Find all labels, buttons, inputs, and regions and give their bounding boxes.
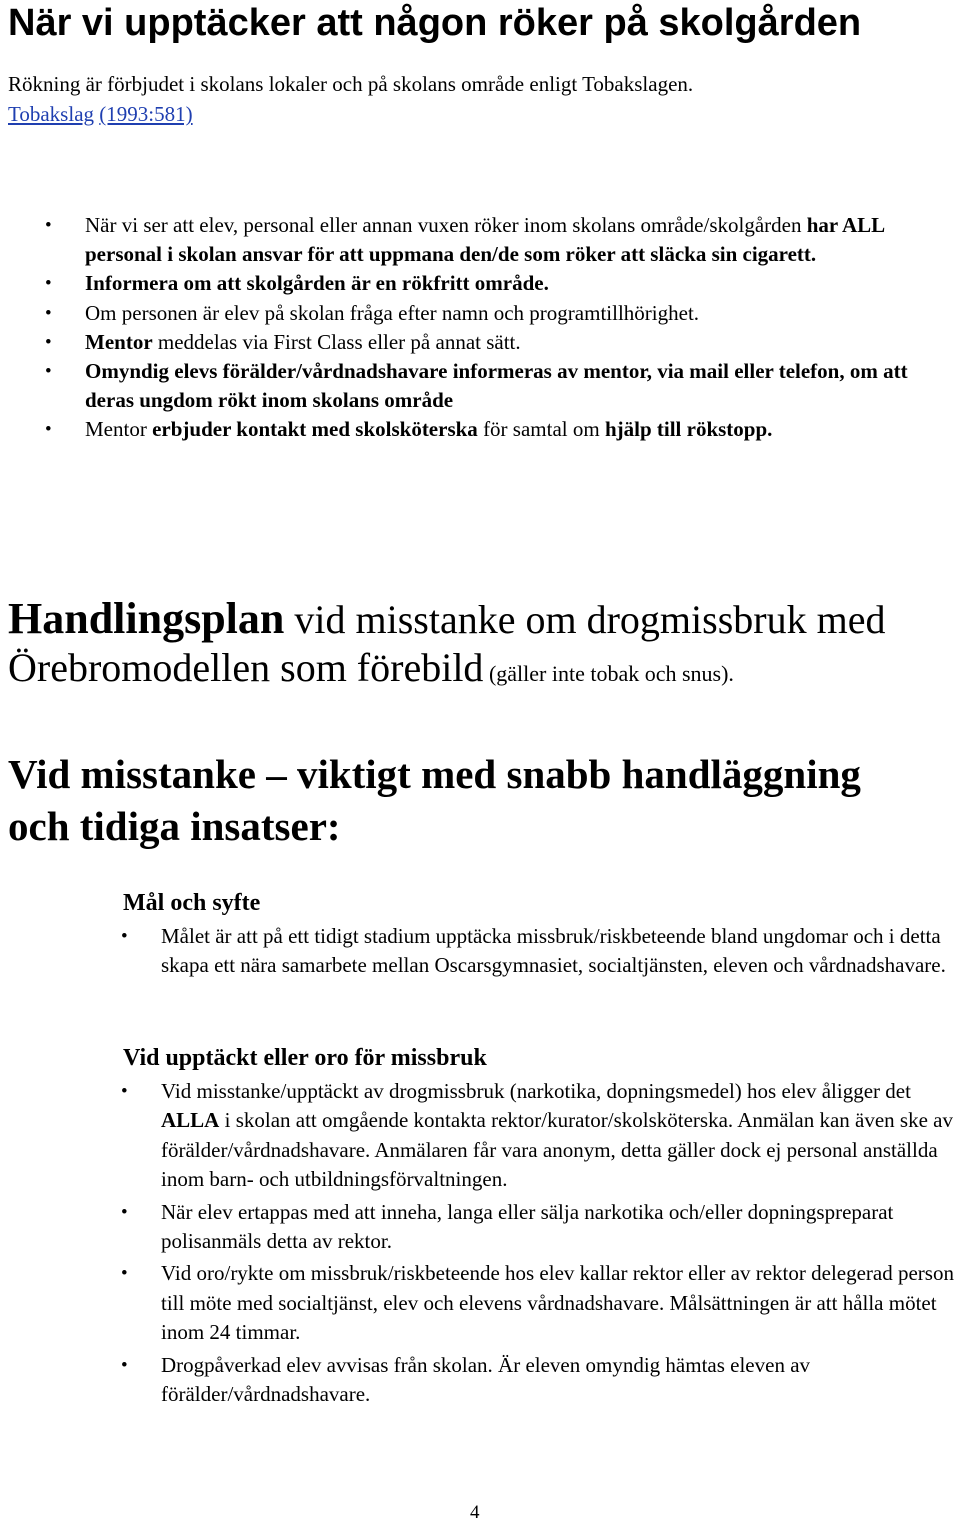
list-item: • Målet är att på ett tidigt stadium upptäcka missbruk/riskbeteende bland ungdomar och i detta skapa ett nära samarbete mellan Oscarsgymnasiet, socialtjänsten, eleven och vårdnadshavare. [84,922,960,981]
list-item: • Drogpåverkad elev avvisas från skolan. Är eleven omyndig hämtas eleven av förälder/vårdnadshavare. [84,1351,960,1410]
section-title-suspicion: Vid misstanke – viktigt med snabb handläggning och tidiga insatser: [8,751,861,849]
list-item: • Mentor erbjuder kontakt med skolsköterska för samtal om hjälp till rökstopp. [8,415,960,444]
section-title-smoking: När vi upptäcker att någon röker på skolgården [8,2,862,44]
list-item: • Omyndig elevs förälder/vårdnadshavare informeras av mentor, via mail eller telefon, om att deras ungdom rökt inom skolans område [8,357,960,415]
action-plan-title-rest: vid misstanke om drogmissbruk med Örebromodellen som förebild [8,597,886,690]
list-item: • När vi ser att elev, personal eller annan vuxen röker inom skolans område/skolgården har ALL personal i skolan ansvar för att uppmana den/de som röker att släcka sin cigarett. [8,211,960,269]
subheading-goal: Mål och syfte [123,890,261,916]
tobakslag-link-suffix[interactable]: (1993:581) [99,102,193,126]
discovery-bullet-list [84,1077,960,1412]
list-item: • Vid misstanke/upptäckt av drogmissbruk (narkotika, dopningsmedel) hos elev åligger det ALLA i skolan att omgående kontakta rektor/kurator/skolsköterska. Anmälan kan även ske av förälder/vårdnadshavare. Anmälaren får vara anonym, detta gäller dock ej personal anställda inom barn- och utbildningsförvaltningen. [84,1077,960,1195]
list-item: • När elev ertappas med att inneha, langa eller sälja narkotika och/eller dopningspreparat polisanmäls detta av rektor. [84,1198,960,1257]
section-title-action-plan: Handlingsplan vid misstanke om drogmissbruk med Örebromodellen som förebild (gäller inte tobak och snus). [8,594,886,690]
list-item: • Vid oro/rykte om missbruk/riskbeteende hos elev kallar rektor eller av rektor delegerad person till möte med socialtjänst, elev och elevens vårdnadshavare. Målsättningen är att hålla mötet inom 24 timmar. [84,1259,960,1347]
subheading-discovery: Vid upptäckt eller oro för missbruk [123,1045,487,1071]
law-reference [8,99,693,129]
list-item: • Informera om att skolgården är en rökfritt område. [8,269,960,298]
intro-text: Rökning är förbjudet i skolans lokaler och på skolans område enligt Tobakslagen. [8,72,694,96]
tobakslag-link[interactable]: Tobakslag [8,102,95,126]
smoking-bullet-list [8,211,960,445]
list-item: • Om personen är elev på skolan fråga efter namn och programtillhörighet. [8,299,960,328]
goal-bullet-list [84,922,960,981]
page-number: 4 [470,1502,480,1523]
list-item: • Mentor meddelas via First Class eller på annat sätt. [8,328,960,357]
intro-paragraph [8,69,693,129]
